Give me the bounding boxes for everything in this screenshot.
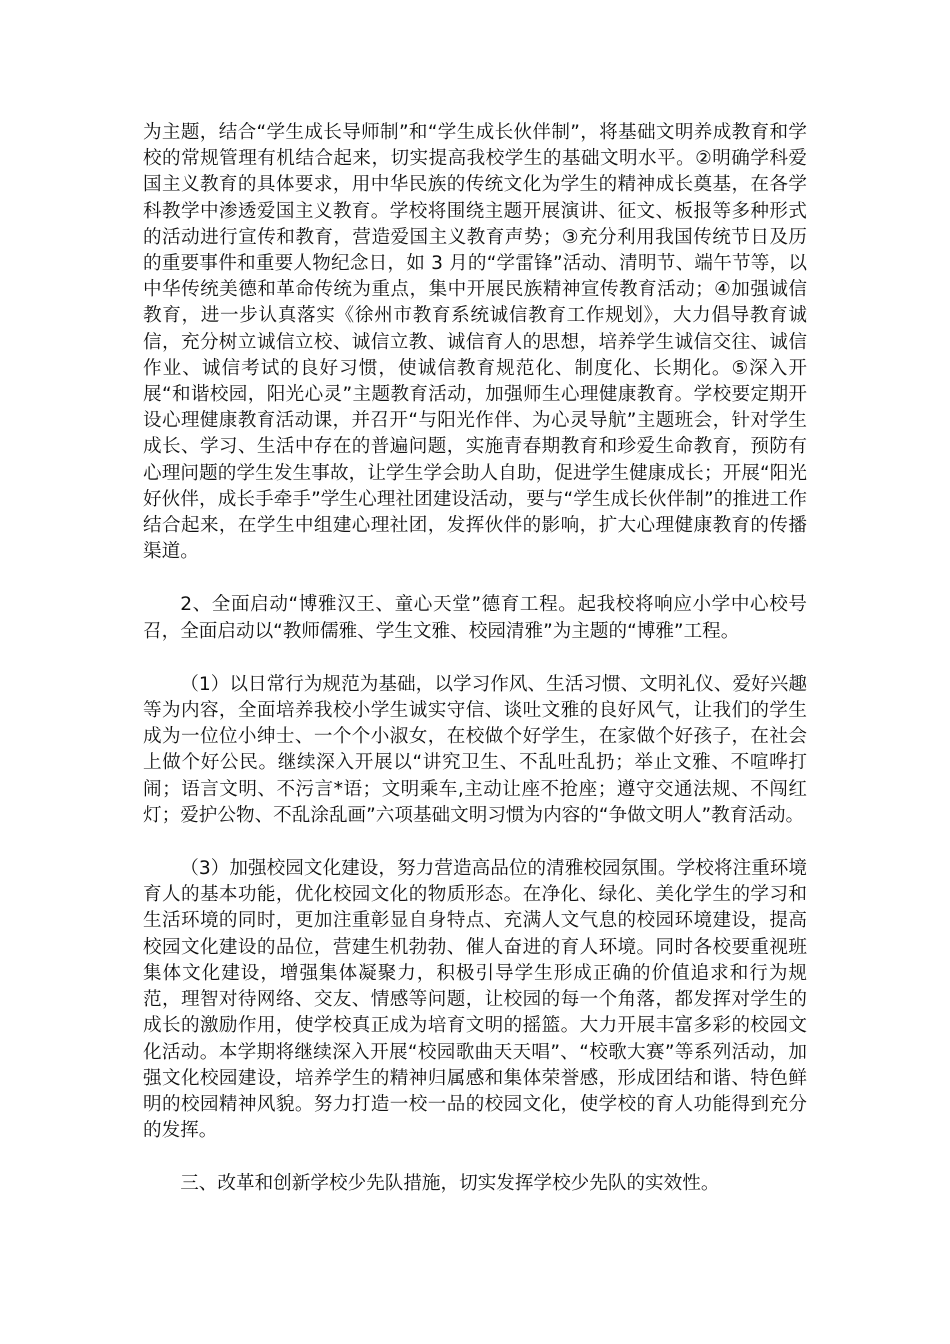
document-body [143, 120, 807, 1198]
paragraph-item-3-campus-culture: （3）加强校园文化建设，努力营造高品位的清雅校园氛围。学校将注重环境育人的基本功能，优化校园文化的物质形态。在净化、绿化、美化学生的学习和生活环境的同时，更加注重彰显自身特点、充满人文气息的校园环境建设，提高校园文化建设的品位，营建生机勃勃、催人奋进的育人环境。同时各校要重视班集体文化建设，增强集体凝聚力，积极引导学生形成正确的价值追求和行为规范，理智对待网络、交友、情感等问题，让校园的每一个角落，都发挥对学生的成长的激励作用，使学校真正成为培育文明的摇篮。大力开展丰富多彩的校园文化活动。本学期将继续深入开展“校园歌曲天天唱”、“校歌大赛”等系列活动，加强文化校园建设，培养学生的精神归属感和集体荣誉感，形成团结和谐、特色鲜明的校园精神风貌。努力打造一校一品的校园文化，使学校的育人功能得到充分的发挥。 [143, 858, 807, 1142]
paragraph-moral-education-continued: 为主题，结合“学生成长导师制”和“学生成长伙伴制”，将基础文明养成教育和学校的常规管理有机结合起来，切实提高我校学生的基础文明水平。②明确学科爱国主义教育的具体要求，用中华民族的传统文化为学生的精神成长奠基，在各学科教学中渗透爱国主义教育。学校将围绕主题开展演讲、征文、板报等多种形式的活动进行宣传和教育，营造爱国主义教育声势；③充分利用我国传统节日及历的重要事件和重要人物纪念日，如 3 月的“学雷锋”活动、清明节、端午节等，以中华传统美德和革命传统为重点，集中开展民族精神宣传教育活动；④加强诚信教育，进一步认真落实《徐州市教育系统诚信教育工作规划》，大力倡导教育诚信，充分树立诚信立校、诚信立教、诚信育人的思想，培养学生诚信交往、诚信作业、诚信考试的良好习惯，使诚信教育规范化、制度化、长期化。⑤深入开展“和谐校园，阳光心灵”主题教育活动，加强师生心理健康教育。学校要定期开设心理健康教育活动课，并召开“与阳光作伴、为心灵导航”主题班会，针对学生成长、学习、生活中存在的普遍问题，实施青春期教育和珍爱生命教育，预防有心理问题的学生发生事故，让学生学会助人自助，促进学生健康成长；开展“阳光好伙伴，成长手牵手”学生心理社团建设活动，要与“学生成长伙伴制”的推进工作结合起来，在学生中组建心理社团，发挥伙伴的影响，扩大心理健康教育的传播渠道。 [143, 122, 807, 563]
paragraph-boya-project: 2、全面启动“博雅汉王、童心天堂”德育工程。起我校将响应小学中心校号召，全面启动以“教师儒雅、学生文雅、校园清雅”为主题的“博雅”工程。 [143, 594, 807, 642]
paragraph-item-1-behavior-norms: （1）以日常行为规范为基础，以学习作风、生活习惯、文明礼仪、爱好兴趣等为内容，全面培养我校小学生诚实守信、谈吐文雅的良好风气，让我们的学生成为一位位小绅士、一个个小淑女，在校做个好学生，在家做个好孩子，在社会上做个好公民。继续深入开展以“讲究卫生、不乱吐乱扔；举止文雅、不喧哗打闹；语言文明、不污言*语；文明乘车,主动让座不抢座；遵守交通法规、不闯红灯；爱护公物、不乱涂乱画”六项基础文明习惯为内容的“争做文明人”教育活动。 [143, 673, 807, 826]
section-heading-young-pioneers: 三、改革和创新学校少先队措施，切实发挥学校少先队的实效性。 [180, 1173, 720, 1195]
